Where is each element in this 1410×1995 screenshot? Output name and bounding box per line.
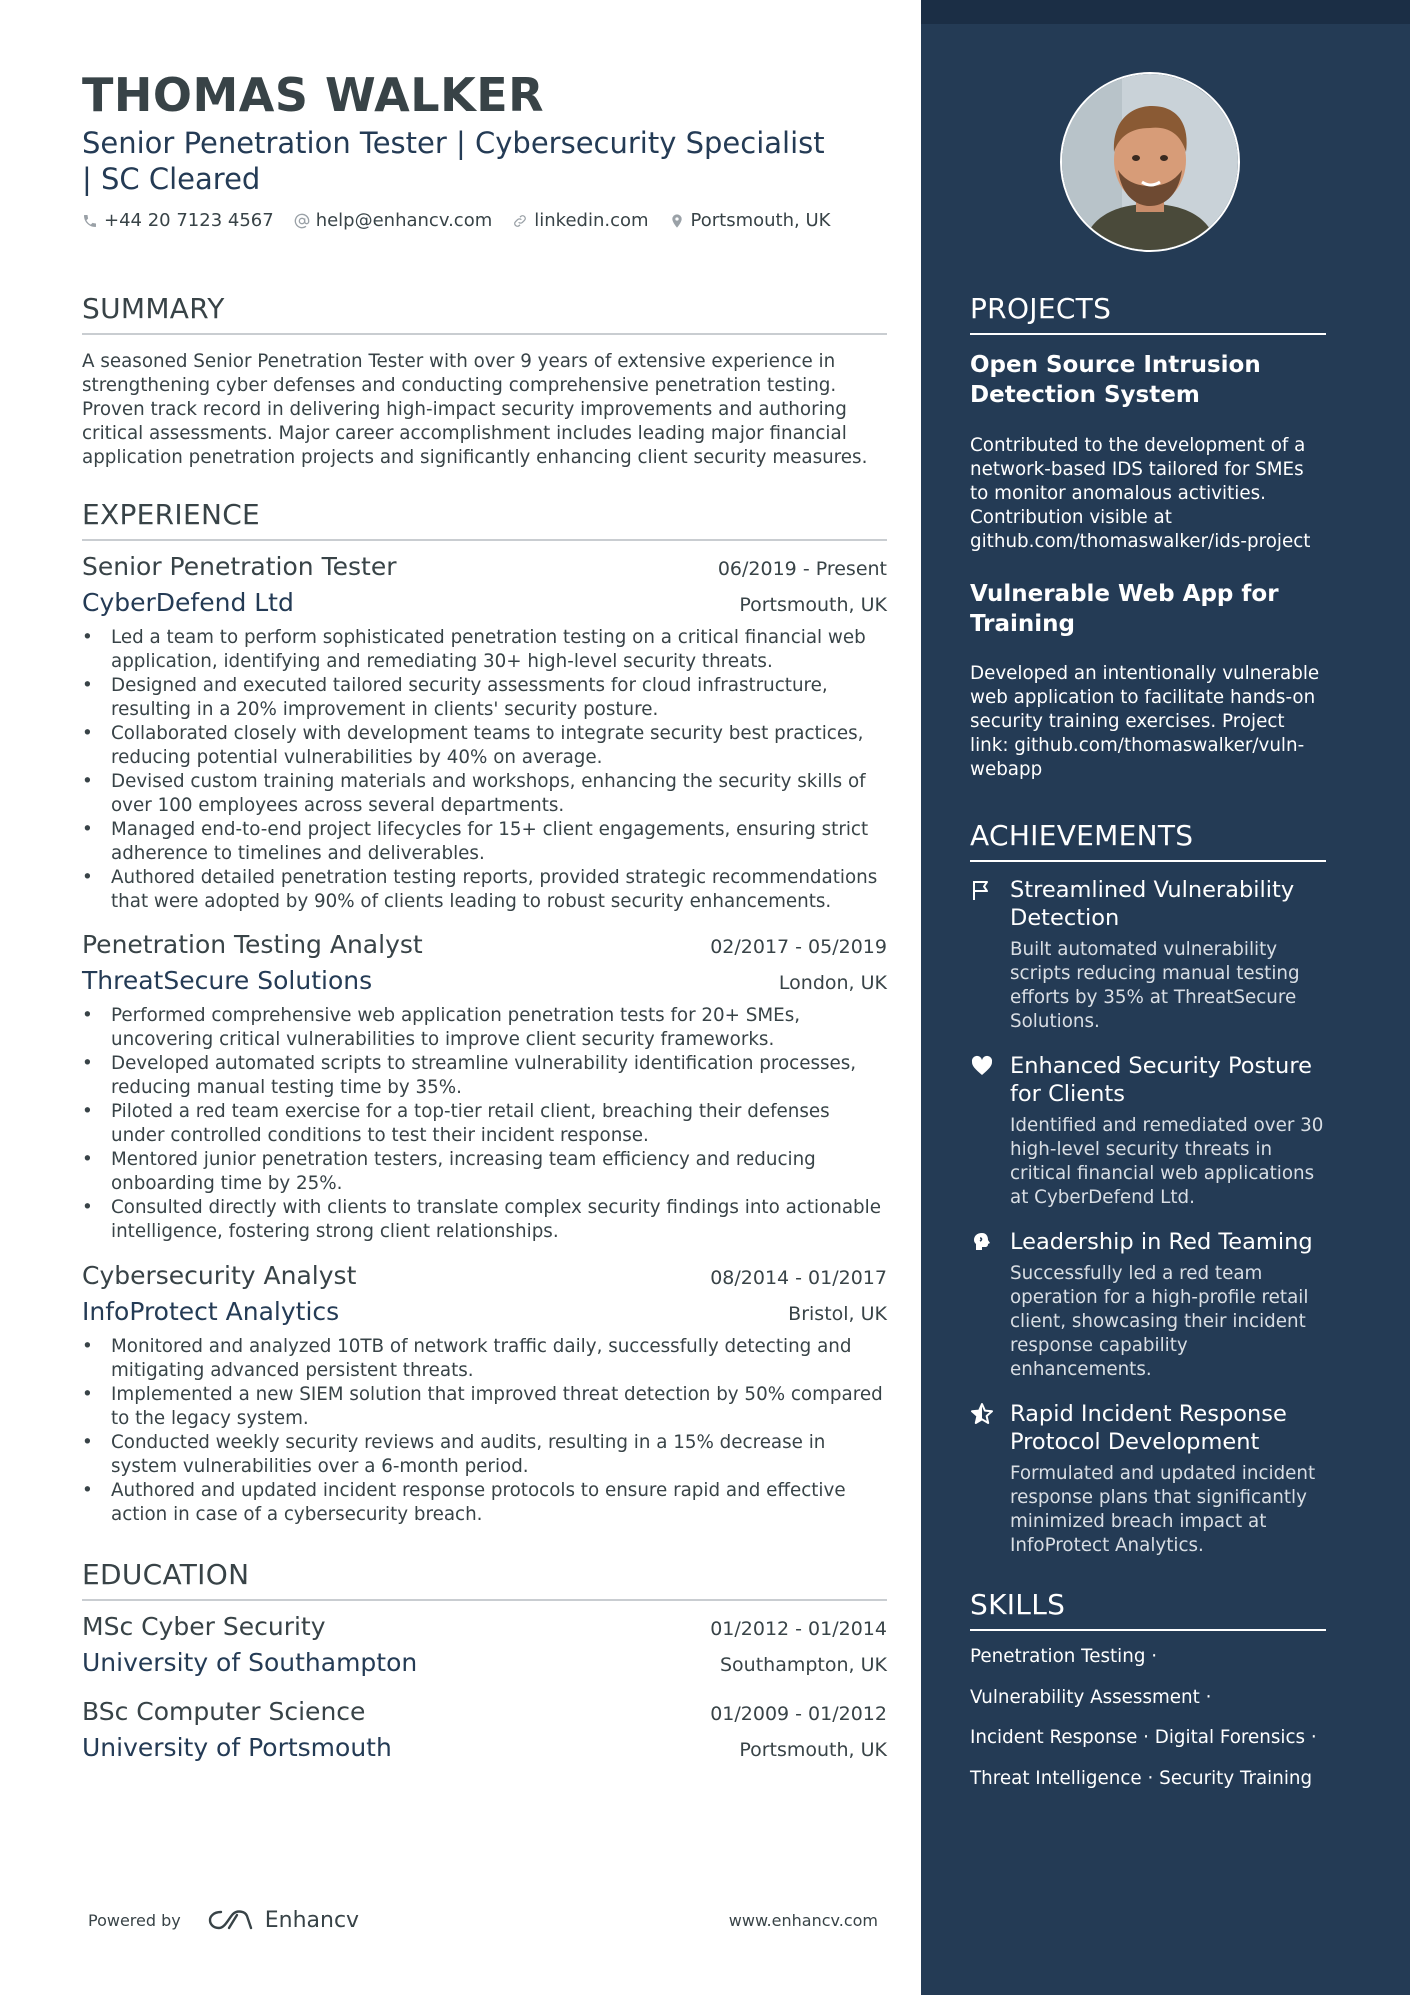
star-icon [970, 1402, 994, 1426]
bullet-item: • Led a team to perform sophisticated penetration testing on a critical financial web application, identifying and remediating 30+ high-level security threats. [82, 626, 887, 674]
phone-icon [82, 213, 98, 229]
email-text: help@enhancv.com [315, 210, 493, 231]
achievement-item [970, 1052, 1330, 1210]
school-location: Portsmouth, UK [739, 1739, 887, 1761]
profile-portrait-icon [1062, 74, 1238, 250]
job-bullets [82, 1004, 887, 1244]
job-dates: 06/2019 - Present [717, 558, 887, 580]
flag-icon [970, 878, 994, 902]
bullet-item: • Performed comprehensive web application penetration tests for 20+ SMEs, uncovering critical vulnerabilities to improve client security frameworks. [82, 1004, 887, 1052]
contact-email[interactable] [294, 210, 493, 231]
achievement-item [970, 1228, 1330, 1382]
skills-heading: SKILLS [970, 1588, 1326, 1631]
degree-name: BSc Computer Science [82, 1697, 366, 1726]
bullet-item: • Devised custom training materials and workshops, enhancing the security skills of over 100 employees across several departments. [82, 770, 887, 818]
summary-text: A seasoned Senior Penetration Tester with over 9 years of extensive experience in strengthening cyber defenses and conducting comprehensive penetration testing. Proven track record in delivering high-impact security improvements and authoring critical assessments. Major career accomplishment includes leading major financial application penetration projects and significantly enhancing client security measures. [82, 351, 868, 468]
skill-line: Penetration Testing · [970, 1646, 1158, 1667]
bullet-item: • Monitored and analyzed 10TB of network traffic daily, successfully detecting and mitigating advanced persistent threats. [82, 1335, 887, 1383]
location-pin-icon [669, 213, 685, 229]
skill-line: Vulnerability Assessment · [970, 1686, 1212, 1708]
skill-line: Incident Response · Digital Forensics · [970, 1727, 1317, 1748]
achievements-heading: ACHIEVEMENTS [970, 819, 1326, 862]
bullet-item: • Implemented a new SIEM solution that improved threat detection by 50% compared to the legacy system. [82, 1383, 887, 1431]
job-location: Portsmouth, UK [739, 594, 887, 616]
project-title: Open Source Intrusion Detection System [970, 352, 1261, 408]
experience-item [82, 552, 887, 914]
profile-photo [1060, 72, 1240, 252]
achievement-title: Enhanced Security Posture for Clients [1010, 1053, 1312, 1107]
location-text: Portsmouth, UK [690, 210, 831, 231]
link-icon [512, 213, 528, 229]
sidebar [921, 0, 1410, 1995]
school-name: University of Portsmouth [82, 1733, 392, 1762]
bullet-item: • Collaborated closely with development teams to integrate security best practices, reducing potential vulnerabilities by 40% on average. [82, 722, 887, 770]
job-bullets [82, 626, 887, 914]
job-title: Senior Penetration Tester [82, 552, 397, 581]
achievement-description: Formulated and updated incident response plans that significantly minimized breach impact at InfoProtect Analytics. [1010, 1463, 1316, 1556]
project-description: Developed an intentionally vulnerable web application to facilitate hands-on security training exercises. Project link: github.com/thomaswalker/vuln-webapp [970, 663, 1320, 780]
degree-name: MSc Cyber Security [82, 1612, 326, 1641]
achievement-item [970, 876, 1330, 1034]
job-dates: 02/2017 - 05/2019 [710, 936, 887, 958]
job-title: Penetration Testing Analyst [82, 930, 423, 959]
education-dates: 01/2009 - 01/2012 [710, 1703, 887, 1725]
bullet-item: • Managed end-to-end project lifecycles for 15+ client engagements, ensuring strict adherence to timelines and deliverables. [82, 818, 887, 866]
project-description: Contributed to the development of a network-based IDS tailored for SMEs to monitor anomalous activities. Contribution visible at github.com/thomaswalker/ids-project [970, 435, 1311, 552]
heart-icon [970, 1054, 994, 1078]
job-title: Cybersecurity Analyst [82, 1261, 357, 1290]
contact-linkedin[interactable] [512, 210, 648, 231]
skills-list [970, 1645, 1350, 1807]
brain-icon [970, 1230, 994, 1254]
candidate-name: THOMAS WALKER [82, 68, 545, 122]
company-name: ThreatSecure Solutions [82, 966, 373, 995]
experience-item [82, 930, 887, 1244]
website-link[interactable]: www.enhancv.com [728, 1910, 878, 1930]
enhancv-logo-mark-icon [207, 1907, 255, 1933]
education-item [82, 1612, 887, 1686]
education-item [82, 1697, 887, 1771]
bullet-item: • Authored and updated incident response protocols to ensure rapid and effective action in case of a cybersecurity breach. [82, 1479, 887, 1527]
education-heading: EDUCATION [82, 1558, 887, 1601]
brand-name: Enhancv [264, 1907, 360, 1933]
bullet-item: • Mentored junior penetration testers, increasing team efficiency and reducing onboarding time by 25%. [82, 1148, 887, 1196]
job-location: Bristol, UK [788, 1303, 887, 1325]
job-location: London, UK [778, 972, 887, 994]
candidate-title: Senior Penetration Tester | Cybersecurity Specialist | SC Cleared [82, 126, 825, 196]
experience-heading: EXPERIENCE [82, 498, 887, 541]
bullet-item: • Conducted weekly security reviews and audits, resulting in a 15% decrease in system vulnerabilities over a 6-month period. [82, 1431, 887, 1479]
phone-text: +44 20 7123 4567 [104, 210, 274, 231]
powered-by-label: Powered by [88, 1910, 181, 1930]
bullet-item: • Consulted directly with clients to translate complex security findings into actionable intelligence, fostering strong client relationships. [82, 1196, 887, 1244]
company-name: InfoProtect Analytics [82, 1297, 340, 1326]
achievement-title: Leadership in Red Teaming [1010, 1229, 1313, 1255]
enhancv-logo[interactable] [207, 1907, 359, 1933]
bullet-item: • Developed automated scripts to streamline vulnerability identification processes, reducing manual testing time by 35%. [82, 1052, 887, 1100]
bullet-item: • Piloted a red team exercise for a top-tier retail client, breaching their defenses under controlled conditions to test their incident response. [82, 1100, 887, 1148]
contact-phone[interactable] [82, 210, 274, 231]
education-dates: 01/2012 - 01/2014 [710, 1618, 887, 1640]
achievement-description: Built automated vulnerability scripts reducing manual testing efforts by 35% at ThreatSecure Solutions. [1010, 939, 1300, 1032]
achievement-item [970, 1400, 1330, 1558]
bullet-item: • Authored detailed penetration testing reports, provided strategic recommendations that were adopted by 90% of clients leading to robust security enhancements. [82, 866, 887, 914]
achievement-description: Identified and remediated over 30 high-level security threats in critical financial web applications at CyberDefend Ltd. [1010, 1115, 1324, 1208]
school-location: Southampton, UK [720, 1654, 887, 1676]
project-title: Vulnerable Web App for Training [970, 581, 1279, 637]
achievement-title: Streamlined Vulnerability Detection [1010, 877, 1295, 931]
achievement-description: Successfully led a red team operation for a high-profile retail client, showcasing their incident response capability enhancements. [1010, 1263, 1309, 1380]
school-name: University of Southampton [82, 1648, 418, 1677]
job-bullets [82, 1335, 887, 1527]
footer [88, 1900, 878, 1940]
experience-item [82, 1261, 887, 1527]
job-dates: 08/2014 - 01/2017 [710, 1267, 887, 1289]
projects-heading: PROJECTS [970, 292, 1326, 335]
company-name: CyberDefend Ltd [82, 588, 294, 617]
skill-line: Threat Intelligence · Security Training [970, 1767, 1313, 1789]
sidebar-top-band [921, 0, 1410, 24]
contact-bar [82, 210, 850, 231]
bullet-item: • Designed and executed tailored security assessments for cloud infrastructure, resulting in a 20% improvement in clients' security posture. [82, 674, 887, 722]
contact-location [669, 210, 831, 231]
summary-heading: SUMMARY [82, 292, 887, 335]
linkedin-text: linkedin.com [534, 210, 649, 231]
at-icon [294, 213, 310, 229]
achievement-title: Rapid Incident Response Protocol Development [1010, 1401, 1287, 1455]
